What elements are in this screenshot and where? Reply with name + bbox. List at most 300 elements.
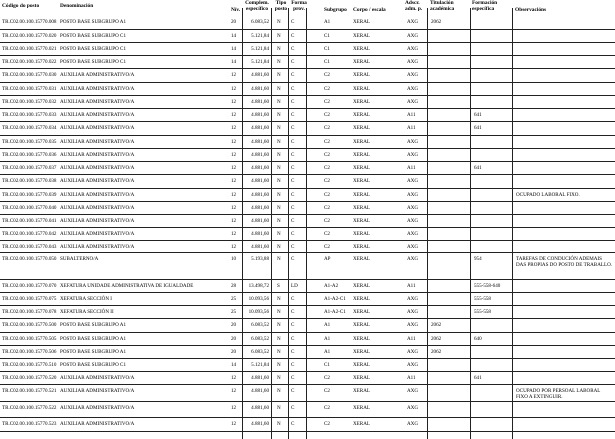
codigo-cell: TR.C02.00.100.15770.036 — [2, 152, 57, 158]
complemento-cell: 10.093,56 — [248, 309, 269, 315]
denominacion-cell: POSTO BASE SUBGRUPO C1 — [60, 46, 127, 52]
nivel-cell: 20 — [231, 19, 237, 25]
subgrupo-cell: C2 — [324, 205, 330, 211]
codigo-cell: TR.C02.00.100.15770.500 — [2, 322, 57, 328]
complemento-cell: 4.881,60 — [251, 375, 269, 381]
adscricion-cell: AXG — [407, 139, 419, 145]
complemento-cell: 5.121,84 — [251, 59, 269, 65]
column-rule — [427, 8, 428, 439]
codigo-cell: TR.C02.00.100.15770.043 — [2, 244, 57, 250]
subgrupo-cell: C2 — [324, 178, 330, 184]
adscricion-cell: AXG — [407, 296, 419, 302]
adscricion-cell: AXG — [407, 388, 419, 394]
titulacion-cell: 2062 — [431, 336, 442, 342]
nivel-cell: 12 — [231, 231, 237, 237]
codigo-cell: TR.C02.00.100.15770.031 — [2, 86, 57, 92]
forma-cell: C — [291, 152, 295, 158]
column-rule — [271, 8, 272, 439]
header-subgrupo: Subgrupo — [324, 7, 347, 13]
forma-cell: C — [291, 309, 295, 315]
tipo-cell: N — [277, 139, 281, 145]
corpo-cell: XERAL — [353, 336, 370, 342]
denominacion-cell: XEFATURA SECCIÓN I — [60, 296, 112, 302]
row-separator — [0, 401, 615, 402]
tipo-cell: N — [277, 336, 281, 342]
complemento-cell: 4.881,60 — [251, 112, 269, 118]
complemento-cell: 4.881,60 — [251, 178, 269, 184]
subgrupo-cell: C2 — [324, 152, 330, 158]
tipo-cell: N — [277, 296, 281, 302]
header-titulacion: Titulación académica — [430, 0, 455, 13]
subgrupo-cell: C2 — [324, 139, 330, 145]
denominacion-cell: AUXILIAR ADMINISTRATIVO/A — [60, 125, 135, 131]
tipo-cell: S — [277, 283, 280, 289]
denominacion-cell: XEFATURA SECCIÓN II — [60, 309, 114, 315]
formacion-cell: 954 — [474, 256, 482, 262]
corpo-cell: XERAL — [353, 152, 370, 158]
observacions-cell: OCUPADO POR PERSOAL LABORAL FIXO A EXTINGUIR. — [516, 388, 601, 400]
adscricion-cell: AXG — [407, 33, 419, 39]
adscricion-cell: A11 — [407, 283, 416, 289]
codigo-cell: TR.C02.00.100.15770.050 — [2, 256, 57, 262]
header-corpo: Corpo / escala — [353, 7, 386, 13]
adscricion-cell: AXG — [407, 231, 419, 237]
codigo-cell: TR.C02.00.100.15770.042 — [2, 231, 57, 237]
adscricion-cell: AXG — [407, 46, 419, 52]
denominacion-cell: AUXILIAR ADMINISTRATIVO/A — [60, 112, 135, 118]
adscricion-cell: AXG — [407, 362, 419, 368]
codigo-cell: TR.C02.00.100.15770.020 — [2, 33, 57, 39]
codigo-cell: TR.C02.00.100.15770.039 — [2, 192, 57, 198]
corpo-cell: XERAL — [353, 349, 370, 355]
row-separator — [0, 318, 615, 319]
adscricion-cell: AXG — [407, 152, 419, 158]
subgrupo-cell: C2 — [324, 112, 330, 118]
codigo-cell: TR.C02.00.100.15770.075 — [2, 296, 57, 302]
codigo-cell: TR.C02.00.100.15770.523 — [2, 421, 57, 427]
forma-cell: C — [291, 72, 295, 78]
row-separator — [0, 214, 615, 215]
forma-cell: C — [291, 336, 295, 342]
denominacion-cell: AUXILIAR ADMINISTRATIVO/A — [60, 388, 135, 394]
formacion-cell: 641 — [474, 125, 482, 131]
complemento-cell: 10.093,56 — [248, 296, 269, 302]
subgrupo-cell: C2 — [324, 86, 330, 92]
forma-cell: C — [291, 362, 295, 368]
codigo-cell: TR.C02.00.100.15770.041 — [2, 218, 57, 224]
corpo-cell: XERAL — [353, 59, 370, 65]
header-nivel: Nív. — [231, 7, 241, 13]
nivel-cell: 12 — [231, 218, 237, 224]
tipo-cell: N — [277, 72, 281, 78]
tipo-cell: N — [277, 421, 281, 427]
codigo-cell: TR.C02.00.100.15770.030 — [2, 72, 57, 78]
codigo-cell: TR.C02.00.100.15770.040 — [2, 205, 57, 211]
row-separator — [0, 345, 615, 346]
tipo-cell: N — [277, 405, 281, 411]
adscricion-cell: AXG — [407, 192, 419, 198]
adscricion-cell: AXG — [407, 99, 419, 105]
forma-cell: C — [291, 349, 295, 355]
adscricion-cell: AXG — [407, 309, 419, 315]
denominacion-cell: AUXILIAR ADMINISTRATIVO/A — [60, 244, 135, 250]
corpo-cell: XERAL — [353, 86, 370, 92]
row-separator — [0, 135, 615, 136]
corpo-cell: XERAL — [353, 421, 370, 427]
nivel-cell: 14 — [231, 59, 237, 65]
forma-cell: C — [291, 59, 295, 65]
tipo-cell: N — [277, 59, 281, 65]
complemento-cell: 5.121,84 — [251, 33, 269, 39]
corpo-cell: XERAL — [353, 165, 370, 171]
complemento-cell: 4.881,60 — [251, 86, 269, 92]
nivel-cell: 12 — [231, 244, 237, 250]
codigo-cell: TR.C02.00.100.15770.510 — [2, 362, 57, 368]
codigo-cell: TR.C02.00.100.15770.037 — [2, 165, 57, 171]
corpo-cell: XERAL — [353, 322, 370, 328]
formacion-cell: 641 — [474, 112, 482, 118]
codigo-cell: TR.C02.00.100.15770.008 — [2, 19, 57, 25]
denominacion-cell: AUXILIAR ADMINISTRATIVO/A — [60, 405, 135, 411]
header-denominacion: Denominación — [60, 3, 94, 9]
tipo-cell: N — [277, 33, 281, 39]
corpo-cell: XERAL — [353, 218, 370, 224]
adscricion-cell: A11 — [407, 165, 416, 171]
row-separator — [0, 161, 615, 162]
subgrupo-cell: C2 — [324, 72, 330, 78]
corpo-cell: XERAL — [353, 375, 370, 381]
codigo-cell: TR.C02.00.100.15770.070 — [2, 283, 57, 289]
forma-cell: C — [291, 112, 295, 118]
column-rule — [306, 8, 307, 439]
tipo-cell: N — [277, 86, 281, 92]
formacion-cell: 555-558-640 — [474, 283, 501, 289]
row-separator — [0, 384, 615, 385]
tipo-cell: N — [277, 112, 281, 118]
nivel-cell: 12 — [231, 375, 237, 381]
codigo-cell: TR.C02.00.100.15770.038 — [2, 178, 57, 184]
denominacion-cell: AUXILIAR ADMINISTRATIVO/A — [60, 178, 135, 184]
row-separator — [0, 188, 615, 189]
corpo-cell: XERAL — [353, 125, 370, 131]
subgrupo-cell: C2 — [324, 218, 330, 224]
denominacion-cell: AUXILIAR ADMINISTRATIVO/A — [60, 86, 135, 92]
complemento-cell: 6.083,52 — [251, 19, 269, 25]
subgrupo-cell: C1 — [324, 59, 330, 65]
forma-cell: C — [291, 421, 295, 427]
adscricion-cell: A11 — [407, 375, 416, 381]
complemento-cell: 6.083,52 — [251, 349, 269, 355]
formacion-cell: 641 — [474, 375, 482, 381]
titulacion-cell: 2062 — [431, 322, 442, 328]
adscricion-cell: AXG — [407, 405, 419, 411]
row-separator — [0, 121, 615, 122]
denominacion-cell: XEFATURA UNIDADE ADMINISTRATIVA DE IGUALDADE — [60, 283, 194, 289]
complemento-cell: 4.881,60 — [251, 205, 269, 211]
row-separator — [0, 95, 615, 96]
codigo-cell: TR.C02.00.100.15770.034 — [2, 125, 57, 131]
complemento-cell: 6.083,52 — [251, 322, 269, 328]
subgrupo-cell: C2 — [324, 388, 330, 394]
formacion-cell: 555-558 — [474, 309, 491, 315]
corpo-cell: XERAL — [353, 139, 370, 145]
nivel-cell: 12 — [231, 178, 237, 184]
nivel-cell: 20 — [231, 349, 237, 355]
denominacion-cell: AUXILIAR ADMINISTRATIVO/A — [60, 192, 135, 198]
row-separator — [0, 252, 615, 253]
row-separator — [0, 82, 615, 83]
subgrupo-cell: C2 — [324, 99, 330, 105]
forma-cell: C — [291, 165, 295, 171]
tipo-cell: N — [277, 99, 281, 105]
corpo-cell: XERAL — [353, 19, 370, 25]
forma-cell: C — [291, 231, 295, 237]
nivel-cell: 12 — [231, 405, 237, 411]
denominacion-cell: AUXILIAR ADMINISTRATIVO/A — [60, 139, 135, 145]
denominacion-cell: POSTO BASE SUBGRUPO A1 — [60, 349, 127, 355]
subgrupo-cell: A1-A2 — [324, 283, 339, 289]
subgrupo-cell: AP — [324, 256, 331, 262]
subgrupo-cell: A1 — [324, 19, 331, 25]
nivel-cell: 10 — [231, 256, 237, 262]
column-rule — [288, 8, 289, 439]
complemento-cell: 4.881,60 — [251, 244, 269, 250]
adscricion-cell: AXG — [407, 72, 419, 78]
nivel-cell: 12 — [231, 192, 237, 198]
tipo-cell: N — [277, 244, 281, 250]
subgrupo-cell: C2 — [324, 231, 330, 237]
row-separator — [0, 29, 615, 30]
row-separator — [0, 42, 615, 43]
denominacion-cell: AUXILIAR ADMINISTRATIVO/A — [60, 205, 135, 211]
forma-cell: C — [291, 256, 295, 262]
corpo-cell: XERAL — [353, 309, 370, 315]
adscricion-cell: A11 — [407, 336, 416, 342]
tipo-cell: N — [277, 205, 281, 211]
observacions-cell: OCUPADO LABORAL FIXO. — [516, 192, 580, 198]
denominacion-cell: POSTO BASE SUBGRUPO C1 — [60, 59, 127, 65]
complemento-cell: 4.881,60 — [251, 165, 269, 171]
nivel-cell: 12 — [231, 86, 237, 92]
subgrupo-cell: A1-A2-C1 — [324, 296, 346, 302]
row-separator — [0, 358, 615, 359]
header-formacion: Formación específica — [472, 0, 498, 13]
denominacion-cell: AUXILIAR ADMINISTRATIVO/A — [60, 165, 135, 171]
formacion-cell: 640 — [474, 336, 482, 342]
nivel-cell: 12 — [231, 152, 237, 158]
tipo-cell: N — [277, 349, 281, 355]
row-separator — [0, 292, 615, 293]
denominacion-cell: POSTO BASE SUBGRUPO A1 — [60, 19, 127, 25]
subgrupo-cell: A1 — [324, 349, 331, 355]
row-separator — [0, 174, 615, 175]
formacion-cell: 641 — [474, 165, 482, 171]
tipo-cell: N — [277, 322, 281, 328]
row-separator — [0, 305, 615, 306]
complemento-cell: 4.881,60 — [251, 139, 269, 145]
codigo-cell: TR.C02.00.100.15770.505 — [2, 336, 57, 342]
nivel-cell: 12 — [231, 139, 237, 145]
tipo-cell: N — [277, 309, 281, 315]
row-separator — [0, 431, 615, 432]
corpo-cell: XERAL — [353, 112, 370, 118]
tipo-cell: N — [277, 165, 281, 171]
subgrupo-cell: C2 — [324, 165, 330, 171]
row-separator — [0, 332, 615, 333]
subgrupo-cell: C1 — [324, 33, 330, 39]
row-separator — [0, 279, 615, 280]
row-separator — [0, 240, 615, 241]
codigo-cell: TR.C02.00.100.15770.035 — [2, 139, 57, 145]
adscricion-cell: A11 — [407, 112, 416, 118]
subgrupo-cell: C2 — [324, 244, 330, 250]
adscricion-cell: AXG — [407, 218, 419, 224]
corpo-cell: XERAL — [353, 178, 370, 184]
subgrupo-cell: C2 — [324, 125, 330, 131]
subgrupo-cell: C2 — [324, 375, 330, 381]
nivel-cell: 25 — [231, 296, 237, 302]
forma-cell: LD — [291, 283, 298, 289]
subgrupo-cell: A1 — [324, 336, 331, 342]
adscricion-cell: AXG — [407, 421, 419, 427]
subgrupo-cell: C1 — [324, 46, 330, 52]
header-forma: Forma prov. — [291, 0, 307, 13]
forma-cell: C — [291, 218, 295, 224]
header-complemento: Complem. específico — [245, 0, 269, 13]
nivel-cell: 20 — [231, 322, 237, 328]
complemento-cell: 4.881,60 — [251, 72, 269, 78]
corpo-cell: XERAL — [353, 256, 370, 262]
nivel-cell: 12 — [231, 125, 237, 131]
observacions-cell: TAREFAS DE CONDUCIÓN ADEMAIS DAS PROPIAS DO POSTO DE TRABALLO. — [516, 256, 613, 268]
adscricion-cell: AXG — [407, 86, 419, 92]
nivel-cell: 12 — [231, 72, 237, 78]
codigo-cell: TR.C02.00.100.15770.506 — [2, 349, 57, 355]
header-tipo: Tipo posto — [274, 0, 288, 13]
row-separator — [0, 201, 615, 202]
codigo-cell: TR.C02.00.100.15770.021 — [2, 46, 57, 52]
complemento-cell: 4.881,60 — [251, 218, 269, 224]
titulacion-cell: 2062 — [431, 19, 442, 25]
adscricion-cell: AXG — [407, 178, 419, 184]
complemento-cell: 4.881,60 — [251, 125, 269, 131]
adscricion-cell: AXG — [407, 256, 419, 262]
adscricion-cell: AXG — [407, 205, 419, 211]
forma-cell: C — [291, 139, 295, 145]
nivel-cell: 28 — [231, 283, 237, 289]
nivel-cell: 12 — [231, 388, 237, 394]
adscricion-cell: AXG — [407, 349, 419, 355]
forma-cell: C — [291, 46, 295, 52]
tipo-cell: N — [277, 152, 281, 158]
complemento-cell: 5.193,88 — [251, 256, 269, 262]
column-rule — [512, 8, 513, 439]
denominacion-cell: POSTO BASE SUBGRUPO A1 — [60, 336, 127, 342]
adscricion-cell: AXG — [407, 19, 419, 25]
nivel-cell: 12 — [231, 421, 237, 427]
corpo-cell: XERAL — [353, 192, 370, 198]
adscricion-cell: AXG — [407, 322, 419, 328]
complemento-cell: 4.881,60 — [251, 231, 269, 237]
tipo-cell: N — [277, 46, 281, 52]
codigo-cell: TR.C02.00.100.15770.522 — [2, 405, 57, 411]
forma-cell: C — [291, 125, 295, 131]
denominacion-cell: AUXILIAR ADMINISTRATIVO/A — [60, 152, 135, 158]
denominacion-cell: POSTO BASE SUBGRUPO A1 — [60, 322, 127, 328]
subgrupo-cell: C2 — [324, 421, 330, 427]
codigo-cell: TR.C02.00.100.15770.022 — [2, 59, 57, 65]
row-separator — [0, 55, 615, 56]
forma-cell: C — [291, 192, 295, 198]
column-rule — [470, 8, 471, 439]
tipo-cell: N — [277, 218, 281, 224]
complemento-cell: 13.498,72 — [248, 283, 269, 289]
corpo-cell: XERAL — [353, 362, 370, 368]
formacion-cell: 555-558 — [474, 296, 491, 302]
tipo-cell: N — [277, 178, 281, 184]
nivel-cell: 14 — [231, 362, 237, 368]
complemento-cell: 6.083,52 — [251, 336, 269, 342]
denominacion-cell: AUXILIAR ADMINISTRATIVO/A — [60, 218, 135, 224]
forma-cell: C — [291, 178, 295, 184]
row-separator — [0, 227, 615, 228]
complemento-cell: 4.881,60 — [251, 405, 269, 411]
corpo-cell: XERAL — [353, 283, 370, 289]
header-codigo: Código do posto — [2, 3, 40, 9]
tipo-cell: N — [277, 362, 281, 368]
row-separator — [0, 108, 615, 109]
corpo-cell: XERAL — [353, 231, 370, 237]
corpo-cell: XERAL — [353, 72, 370, 78]
forma-cell: C — [291, 388, 295, 394]
adscricion-cell: AXG — [407, 244, 419, 250]
forma-cell: C — [291, 375, 295, 381]
tipo-cell: N — [277, 192, 281, 198]
denominacion-cell: AUXILIAR ADMINISTRATIVO/A — [60, 231, 135, 237]
subgrupo-cell: A1-A2-C1 — [324, 309, 346, 315]
nivel-cell: 20 — [231, 336, 237, 342]
tipo-cell: N — [277, 388, 281, 394]
codigo-cell: TR.C02.00.100.15770.033 — [2, 112, 57, 118]
corpo-cell: XERAL — [353, 244, 370, 250]
complemento-cell: 4.881,60 — [251, 388, 269, 394]
forma-cell: C — [291, 322, 295, 328]
nivel-cell: 14 — [231, 46, 237, 52]
subgrupo-cell: C2 — [324, 192, 330, 198]
forma-cell: C — [291, 19, 295, 25]
codigo-cell: TR.C02.00.100.15770.078 — [2, 309, 57, 315]
denominacion-cell: AUXILIAR ADMINISTRATIVO/A — [60, 99, 135, 105]
corpo-cell: XERAL — [353, 388, 370, 394]
corpo-cell: XERAL — [353, 99, 370, 105]
complemento-cell: 5.121,84 — [251, 46, 269, 52]
forma-cell: C — [291, 244, 295, 250]
tipo-cell: N — [277, 375, 281, 381]
forma-cell: C — [291, 33, 295, 39]
tipo-cell: N — [277, 19, 281, 25]
corpo-cell: XERAL — [353, 296, 370, 302]
nivel-cell: 25 — [231, 309, 237, 315]
adscricion-cell: AXG — [407, 59, 419, 65]
column-rule — [242, 8, 243, 439]
codigo-cell: TR.C02.00.100.15770.520 — [2, 375, 57, 381]
complemento-cell: 4.881,60 — [251, 421, 269, 427]
nivel-cell: 12 — [231, 99, 237, 105]
denominacion-cell: AUXILIAR ADMINISTRATIVO/A — [60, 421, 135, 427]
forma-cell: C — [291, 205, 295, 211]
complemento-cell: 4.881,60 — [251, 192, 269, 198]
forma-cell: C — [291, 296, 295, 302]
